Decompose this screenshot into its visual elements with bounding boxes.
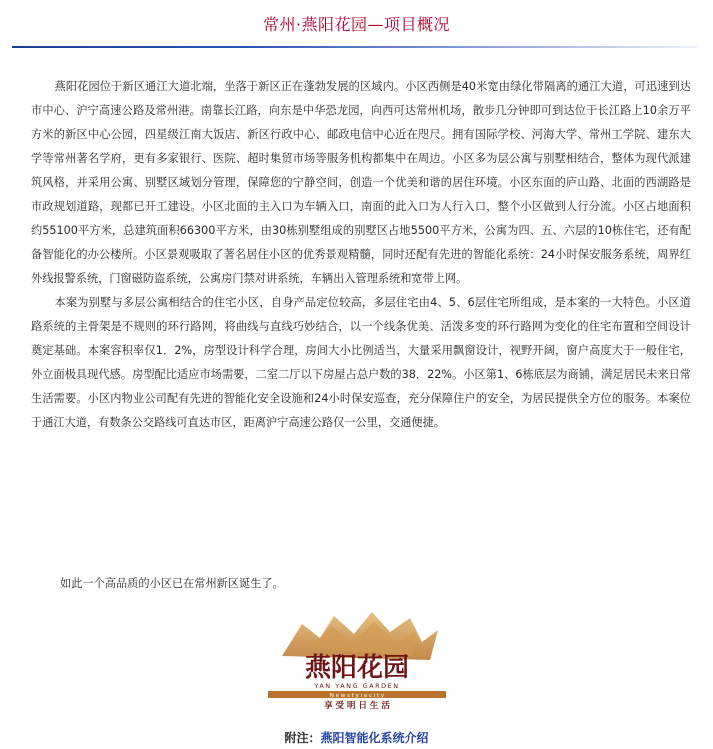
page-title: 常州·燕阳花园—项目概况	[262, 15, 451, 34]
paragraph-features: 本案为别墅与多层公寓相结合的住宅小区，自身产品定位较高，多层住宅由4、5、6层住宅所组成，是本案的一大特色。小区道路系统的主骨架是不规则的环行路网，将曲线与直线巧妙结合，以一个线条优美、活泼多变的环行路网为变化的住宅布置和空间设计奠定基础。本案容积率仅1．2%，房型设计科学合理，房间大小比例适当，大量采用飘窗设计，视野开阔，窗户高度大于一般住宅，外立面极具现代感。房型配比适应市场需要，二室二厅以下房屋占总户数的38．22%。小区第1、6栋底层为商铺，满足居民未来日常生活需要。小区内物业公司配有先进的智能化安全设施和24小时保安巡查，充分保障住户的安全，为居民提供全方位的服务。本案位于通江大道，有数条公交路线可直达市区，距离沪宁高速公路仅一公里，交通便捷。	[31, 296, 691, 429]
logo-slogan: 享 受 明 日 生 活	[324, 701, 390, 710]
smart-system-link[interactable]: 燕阳智能化系统介绍	[320, 731, 429, 745]
logo-sub-en: N e w s t y l e c i t y	[329, 693, 385, 699]
logo-name-cn: 燕阳花园	[304, 653, 410, 683]
paragraph-overview: 燕阳花园位于新区通江大道北端，坐落于新区正在蓬勃发展的区域内。小区西侧是40米宽由绿化带隔离的通江大道，可迅速到达市中心、沪宁高速公路及常州港。南靠长江路，向东是中华恐龙园，向西可达常州机场，散步几分钟即可到达位于长江路上10余万平方米的新区中心公园，四星级江南大饭店、新区行政中心、邮政电信中心近在咫尺。拥有国际学校、河海大学、常州工学院、建东大学等常州著名学府，更有多家银行、医院、超时集贸市场等服务机构都集中在周边。小区多为层公寓与别墅相结合，整体为现代派建筑风格，并采用公寓、别墅区域划分管理，保障您的宁静空间，创造一个优美和谐的居住环境。小区东面的庐山路、北面的西湖路是市政规划道路，现都已开工建设。小区北面的主入口为车辆入口，南面的此入口为人行入口，整个小区做到人行分流。小区占地面积约55100平方米，总建筑面积66300平方米，由30栋别墅组成的别墅区占地5500平方米，公寓为四、五、六层的10栋住宅，还有配备智能化的办公楼所。小区景观吸取了著名居住小区的优秀景观精髓，同时还配有先进的智能化系统：24小时保安服务系统，周界红外线报警系统，门窗磁防盗系统，公寓房门禁对讲系统，车辆出入管理系统和宽带上网。	[31, 80, 691, 285]
article-body	[31, 75, 691, 435]
footer-note	[0, 729, 713, 746]
footer-prefix: 附注：	[284, 731, 321, 745]
closing-sentence: 如此一个高品质的小区已在常州新区诞生了。	[60, 577, 284, 590]
logo-graphic	[262, 608, 452, 710]
logo-name-en: YAN YANG GARDEN	[314, 682, 400, 690]
title-divider	[12, 46, 698, 48]
yanyang-garden-logo	[262, 608, 452, 710]
